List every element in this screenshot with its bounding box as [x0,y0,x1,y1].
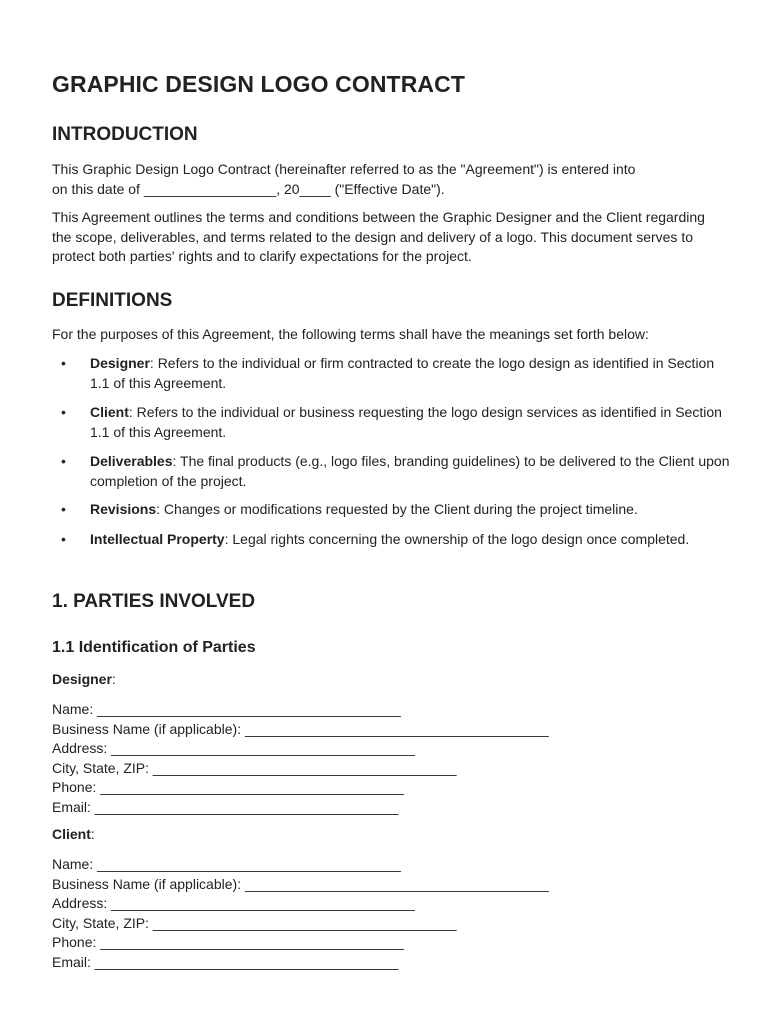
bullet: • [61,531,66,547]
designer-city-state-zip-field: City, State, ZIP: _______________________________________ [52,759,457,776]
client-city-state-zip-field: City, State, ZIP: _______________________________________ [52,914,457,931]
definition-text: : Legal rights concerning the ownership of the logo design once completed. [224,531,690,547]
introduction-para-2: This Agreement outlines the terms and conditions between the Graphic Designer and the Client regarding the scope, deliverables, and terms related to the design and delivery of a logo. This document serves to protect both parties' rights and to clarify expectations for the project. [52,209,705,264]
bullet: • [61,453,66,469]
definition-text: : Changes or modifications requested by the Client during the project timeline. [156,501,638,517]
bullet: • [61,404,66,420]
definition-term: Revisions [90,501,157,517]
designer-email-field: Email: _______________________________________ [52,798,399,815]
definitions-heading: DEFINITIONS [52,290,173,311]
client-email-field: Email: _______________________________________ [52,953,399,970]
definition-item-intellectual-property [52,530,730,550]
definition-item-revisions [52,500,730,520]
definition-text: : The final products (e.g., logo files, branding guidelines) to be delivered to the Client upon completion of the project. [90,453,730,489]
designer-business-name-field: Business Name (if applicable): _______________________________________ [52,720,549,737]
client-label-colon: : [90,826,95,842]
client-name-field: Name: _______________________________________ [52,856,401,872]
definition-item-deliverables [52,452,730,491]
bullet: • [61,355,66,371]
parties-subheading: 1.1 Identification of Parties [52,639,256,656]
document-title: GRAPHIC DESIGN LOGO CONTRACT [52,71,465,97]
client-business-name-field: Business Name (if applicable): _______________________________________ [52,875,549,892]
designer-label-text: Designer [52,671,112,687]
definition-term: Client [90,404,129,420]
definition-item-client [52,403,730,442]
definitions-intro: For the purposes of this Agreement, the following terms shall have the meanings set forth below: [52,326,649,342]
designer-address-field: Address: _______________________________________ [52,740,415,756]
client-label-text: Client [52,826,91,842]
designer-phone-field: Phone: _______________________________________ [52,779,404,795]
designer-fields [52,700,549,817]
definition-text: : Refers to the individual or business requesting the logo design services as identified in Section 1.1 of this Agreement. [90,404,722,440]
introduction-para-1 [52,160,722,199]
client-address-field: Address: _______________________________________ [52,895,415,911]
definition-term: Deliverables [90,453,173,469]
client-fields [52,855,549,972]
parties-heading: 1. PARTIES INVOLVED [52,591,256,612]
client-phone-field: Phone: _______________________________________ [52,934,404,950]
client-label [52,826,95,842]
definition-text: : Refers to the individual or firm contracted to create the logo design as identified in Section 1.1 of this Agreement. [90,355,715,391]
introduction-para-1-line-2: on this date of _________________, 20____ ("Effective Date"). [52,180,445,197]
bullet: • [61,501,66,517]
definition-term: Designer [90,355,150,371]
definition-term: Intellectual Property [90,531,225,547]
introduction-para-1-line-1: This Graphic Design Logo Contract (hereinafter referred to as the "Agreement") is entered into [52,161,636,177]
definition-item-designer [52,354,730,393]
designer-label [52,671,116,687]
introduction-heading: INTRODUCTION [52,124,198,145]
designer-label-colon: : [111,671,116,687]
designer-name-field: Name: _______________________________________ [52,701,401,717]
